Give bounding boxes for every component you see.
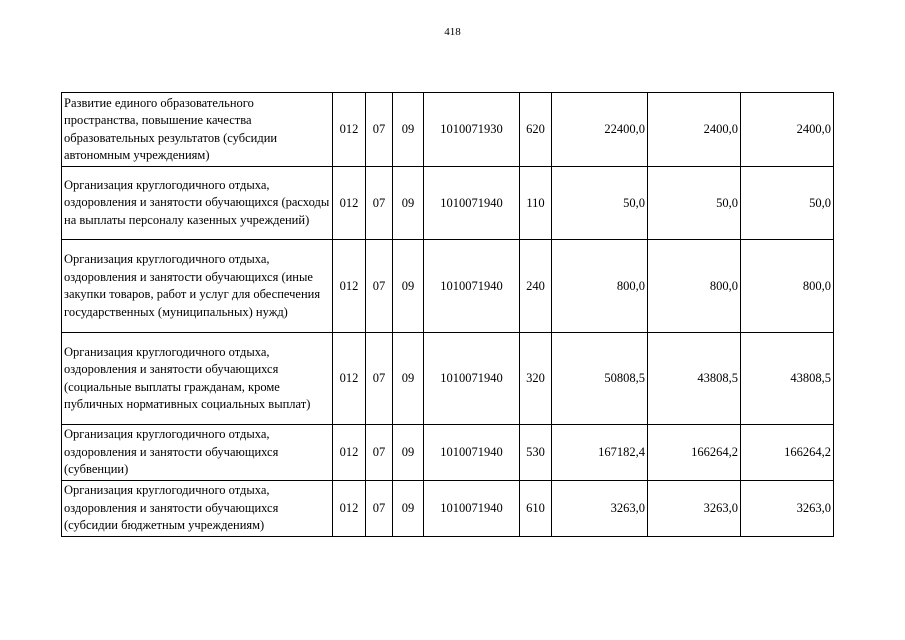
ministry-code-cell: 012 [333,93,366,167]
target-article-cell: 1010071940 [424,425,520,481]
row-name-cell: Организация круглогодичного отдыха, оздоровления и занятости обучающихся (субвенции) [62,425,333,481]
amount-2-cell: 43808,5 [648,333,741,425]
amount-1-cell: 50,0 [552,167,648,240]
expense-type-cell: 610 [520,481,552,537]
expense-type-cell: 320 [520,333,552,425]
expense-type-cell: 620 [520,93,552,167]
row-name-cell: Организация круглогодичного отдыха, оздоровления и занятости обучающихся (иные закупки товаров, работ и услуг для обеспечения государственных (муниципальных) нужд) [62,240,333,333]
section-code-cell: 07 [366,481,393,537]
target-article-cell: 1010071940 [424,167,520,240]
table-row [62,93,834,167]
amount-1-cell: 50808,5 [552,333,648,425]
ministry-code-cell: 012 [333,333,366,425]
table-row [62,333,834,425]
target-article-cell: 1010071940 [424,240,520,333]
budget-table [61,92,834,537]
amount-3-cell: 800,0 [741,240,834,333]
subsection-code-cell: 09 [393,93,424,167]
expense-type-cell: 530 [520,425,552,481]
amount-1-cell: 167182,4 [552,425,648,481]
amount-3-cell: 50,0 [741,167,834,240]
section-code-cell: 07 [366,333,393,425]
amount-1-cell: 3263,0 [552,481,648,537]
row-name-cell: Организация круглогодичного отдыха, оздоровления и занятости обучающихся (субсидии бюджетным учреждениям) [62,481,333,537]
ministry-code-cell: 012 [333,425,366,481]
section-code-cell: 07 [366,167,393,240]
row-name-cell: Организация круглогодичного отдыха, оздоровления и занятости обучающихся (расходы на выплаты персоналу казенных учреждений) [62,167,333,240]
subsection-code-cell: 09 [393,240,424,333]
ministry-code-cell: 012 [333,167,366,240]
subsection-code-cell: 09 [393,481,424,537]
subsection-code-cell: 09 [393,167,424,240]
amount-3-cell: 2400,0 [741,93,834,167]
amount-2-cell: 166264,2 [648,425,741,481]
table-row [62,425,834,481]
expense-type-cell: 110 [520,167,552,240]
amount-2-cell: 800,0 [648,240,741,333]
amount-2-cell: 3263,0 [648,481,741,537]
table-row [62,481,834,537]
section-code-cell: 07 [366,425,393,481]
amount-2-cell: 50,0 [648,167,741,240]
target-article-cell: 1010071940 [424,333,520,425]
section-code-cell: 07 [366,93,393,167]
ministry-code-cell: 012 [333,240,366,333]
row-name-cell: Развитие единого образовательного пространства, повышение качества образовательных результатов (субсидии автономным учреждениям) [62,93,333,167]
subsection-code-cell: 09 [393,333,424,425]
subsection-code-cell: 09 [393,425,424,481]
page-number: 418 [444,26,461,38]
table-row [62,240,834,333]
expense-type-cell: 240 [520,240,552,333]
target-article-cell: 1010071940 [424,481,520,537]
row-name-cell: Организация круглогодичного отдыха, оздоровления и занятости обучающихся (социальные выплаты гражданам, кроме публичных нормативных социальных выплат) [62,333,333,425]
amount-3-cell: 166264,2 [741,425,834,481]
amount-2-cell: 2400,0 [648,93,741,167]
amount-1-cell: 800,0 [552,240,648,333]
section-code-cell: 07 [366,240,393,333]
table-row [62,167,834,240]
amount-3-cell: 3263,0 [741,481,834,537]
target-article-cell: 1010071930 [424,93,520,167]
amount-3-cell: 43808,5 [741,333,834,425]
amount-1-cell: 22400,0 [552,93,648,167]
ministry-code-cell: 012 [333,481,366,537]
